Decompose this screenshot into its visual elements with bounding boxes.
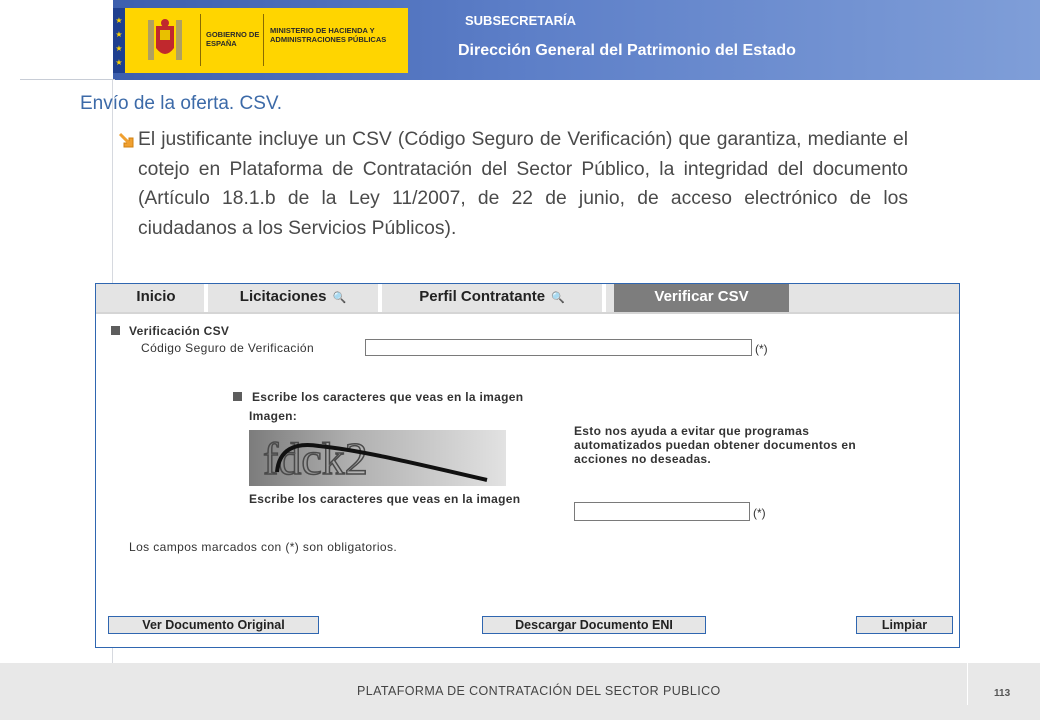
magnifier-icon: 🔍 — [332, 292, 347, 304]
csv-field-label: Código Seguro de Verificación — [141, 341, 315, 355]
captcha-image — [249, 430, 506, 486]
tab-label: Licitaciones — [239, 288, 327, 305]
tab-perfil-contratante[interactable] — [382, 284, 606, 312]
mandatory-fields-note: Los campos marcados con (*) son obligatorios. — [129, 540, 398, 554]
bullet-arrow-icon — [118, 132, 138, 152]
logo-divider — [263, 14, 264, 66]
header-divider — [20, 79, 115, 80]
footer-divider — [967, 663, 968, 705]
tab-label: Verificar CSV — [654, 288, 749, 305]
captcha-help-text: Esto nos ayuda a evitar que programas automatizados puedan obtener documentos en acciones no deseadas. — [574, 424, 856, 466]
required-mark: (*) — [753, 506, 766, 520]
footer-platform-label: PLATAFORMA DE CONTRATACIÓN DEL SECTOR PUBLICO — [357, 684, 721, 698]
page-number: 113 — [994, 688, 1011, 699]
view-original-document-button[interactable]: Ver Documento Original — [108, 616, 319, 634]
captcha-graphic — [249, 430, 506, 486]
tab-label: Inicio — [136, 288, 176, 305]
tab-bar — [96, 284, 959, 314]
csv-verification-window — [95, 283, 960, 648]
section-title-captcha: Escribe los caracteres que veas en la imagen — [252, 390, 524, 404]
logo-gobierno-text: GOBIERNO DE ESPAÑA — [206, 30, 260, 48]
tab-inicio[interactable] — [108, 284, 208, 312]
tab-licitaciones[interactable] — [208, 284, 382, 312]
eu-stars-icon: ★ ★ ★ ★ — [115, 16, 123, 67]
csv-input[interactable] — [365, 339, 752, 356]
tab-verificar-csv[interactable] — [614, 284, 789, 312]
logo-ministerio-text: MINISTERIO DE HACIENDA Y ADMINISTRACIONES PÚBLICAS — [270, 26, 387, 44]
clear-button[interactable]: Limpiar — [856, 616, 953, 634]
direccion-general-label: Dirección General del Patrimonio del Estado — [458, 42, 796, 59]
section-bullet-icon — [111, 326, 120, 335]
section-title-verificacion: Verificación CSV — [129, 324, 230, 338]
magnifier-icon: 🔍 — [551, 292, 565, 304]
captcha-image-label: Imagen: — [249, 409, 298, 423]
subsecretaria-label: SUBSECRETARÍA — [465, 13, 576, 28]
captcha-input-label: Escribe los caracteres que veas en la imagen — [249, 492, 521, 506]
section-bullet-icon — [233, 392, 242, 401]
download-eni-document-button[interactable]: Descargar Documento ENI — [482, 616, 706, 634]
slide-title: Envío de la oferta. CSV. — [80, 93, 283, 114]
slide-paragraph: El justificante incluye un CSV (Código Seguro de Verificación) que garantiza, mediante el cotejo en Plataforma de Contratación del Sector Público, la integridad del documento (Artículo 18.1.b de la Ley 11/2007, de 22 de junio, de acceso electrónico de los ciudadanos a los Servicios Públicos). — [138, 129, 908, 239]
coat-of-arms-icon — [146, 18, 184, 64]
required-mark: (*) — [755, 342, 768, 356]
logo-divider — [200, 14, 201, 66]
captcha-input[interactable] — [574, 502, 750, 521]
captcha-text: fdck2 — [263, 433, 368, 484]
tab-label: Perfil Contratante — [419, 288, 546, 305]
